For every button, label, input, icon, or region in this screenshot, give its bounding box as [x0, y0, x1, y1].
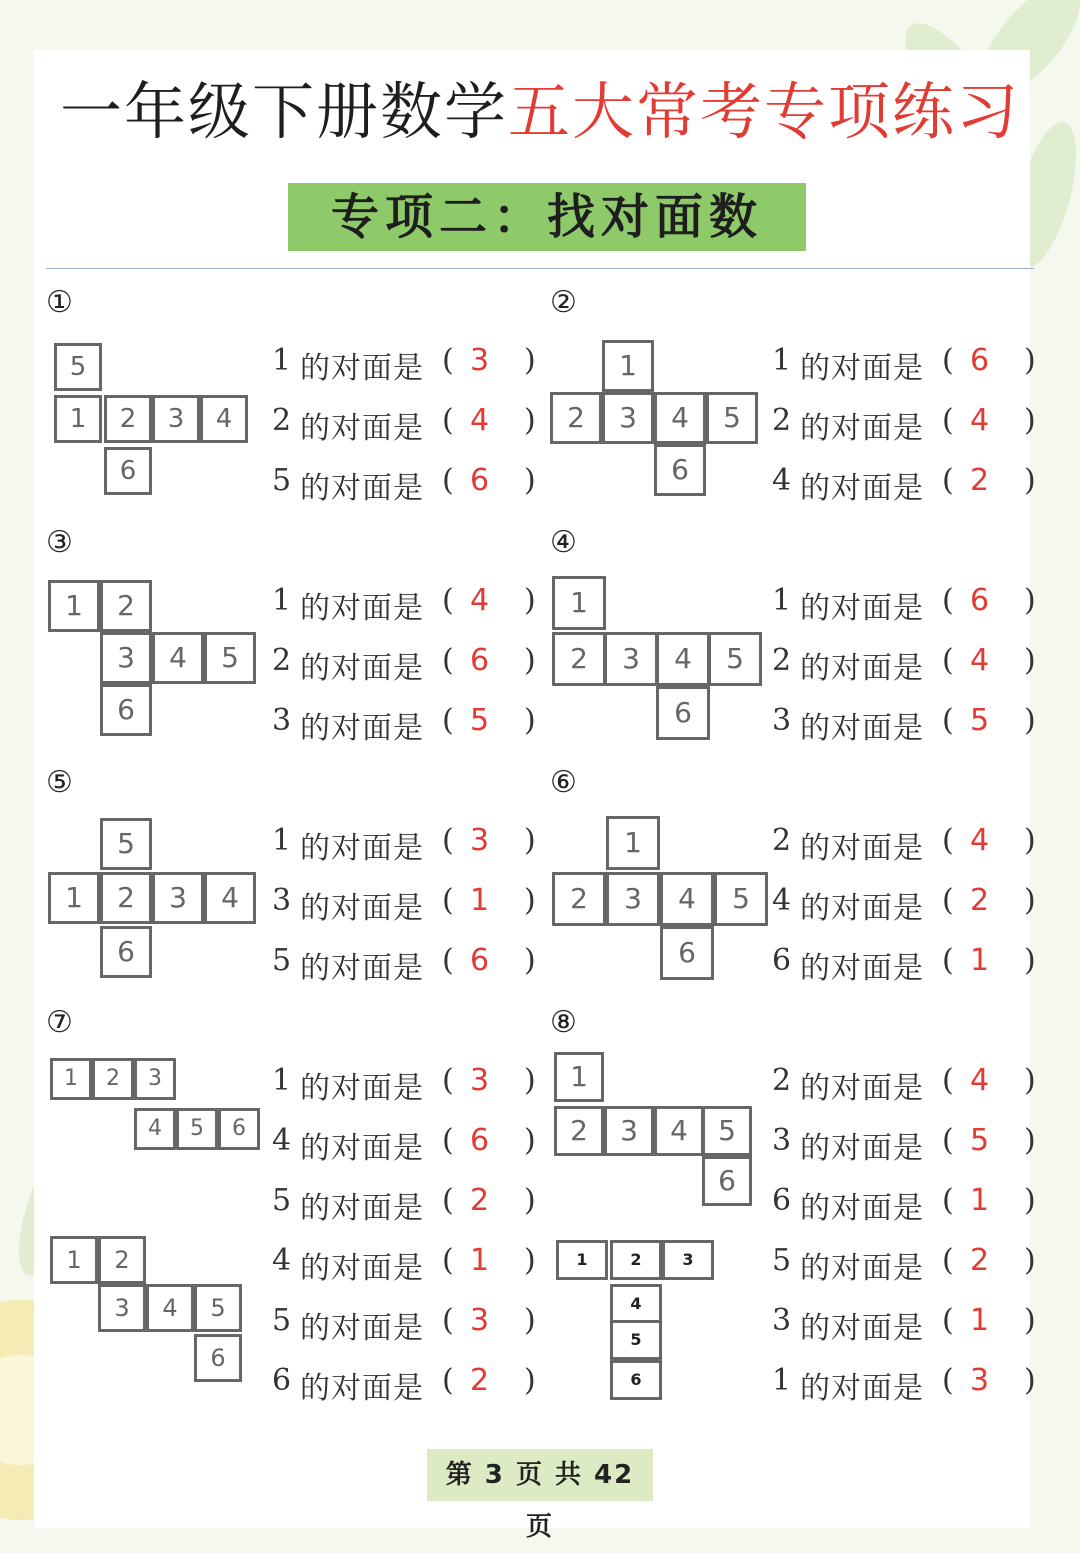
answer-value: 4 [970, 643, 990, 678]
page-title [0, 62, 1080, 151]
answer-label: 的对面是 [300, 471, 424, 506]
net-face-cell: 2 [100, 580, 152, 632]
answer-face-number: 2 [772, 823, 792, 858]
answer-value: 1 [970, 1303, 990, 1338]
net-face-cell: 3 [152, 872, 204, 924]
net-face-cell: 4 [134, 1108, 176, 1150]
answer-value: 6 [970, 343, 990, 378]
net-face-cell: 3 [604, 632, 658, 686]
answer-label: 的对面是 [300, 1131, 424, 1166]
paren-open: ( [442, 583, 454, 618]
answer-label: 的对面是 [800, 1251, 924, 1286]
net-face-cell: 4 [654, 392, 706, 444]
answer-value: 3 [470, 823, 490, 858]
answer-face-number: 2 [772, 643, 792, 678]
answer-label: 的对面是 [800, 831, 924, 866]
answer-value: 1 [470, 883, 490, 918]
net-face-cell: 2 [104, 395, 152, 443]
net-face-cell: 5 [714, 872, 768, 926]
net-face-cell: 5 [194, 1284, 242, 1332]
net-face-cell: 4 [660, 872, 714, 926]
answer-label: 的对面是 [800, 591, 924, 626]
paren-open: ( [942, 823, 954, 858]
paren-close: ) [1024, 1183, 1036, 1218]
net-face-cell: 3 [662, 1240, 714, 1280]
problem-number: ⑦ [46, 1005, 73, 1040]
answer-value: 2 [970, 1243, 990, 1278]
net-face-cell: 1 [602, 340, 654, 392]
paren-open: ( [942, 1303, 954, 1338]
paren-open: ( [942, 883, 954, 918]
answer-face-number: 5 [272, 463, 292, 498]
answer-label: 的对面是 [300, 1371, 424, 1406]
answer-face-number: 4 [272, 1123, 292, 1158]
answer-label: 的对面是 [800, 891, 924, 926]
paren-open: ( [942, 1363, 954, 1398]
answer-face-number: 2 [272, 643, 292, 678]
net-face-cell: 5 [176, 1108, 218, 1150]
answer-value: 6 [470, 1123, 490, 1158]
paren-open: ( [942, 583, 954, 618]
paren-close: ) [524, 1243, 536, 1278]
answer-label: 的对面是 [800, 1311, 924, 1346]
paren-open: ( [942, 703, 954, 738]
paren-open: ( [442, 1303, 454, 1338]
net-face-cell: 6 [100, 684, 152, 736]
answer-value: 1 [970, 943, 990, 978]
answer-label: 的对面是 [300, 1251, 424, 1286]
paren-close: ) [1024, 1243, 1036, 1278]
paren-close: ) [524, 583, 536, 618]
problem-number: ④ [550, 525, 577, 560]
paren-open: ( [442, 403, 454, 438]
answer-label: 的对面是 [800, 711, 924, 746]
paren-close: ) [1024, 1123, 1036, 1158]
answer-face-number: 6 [272, 1363, 292, 1398]
paren-open: ( [942, 1183, 954, 1218]
problem-number: ① [46, 285, 73, 320]
answer-value: 2 [970, 463, 990, 498]
problem-number: ② [550, 285, 577, 320]
net-face-cell: 5 [100, 818, 152, 870]
paren-close: ) [1024, 1063, 1036, 1098]
net-face-cell: 4 [654, 1106, 704, 1156]
answer-value: 6 [470, 463, 490, 498]
answer-label: 的对面是 [300, 1311, 424, 1346]
net-face-cell: 2 [92, 1058, 134, 1100]
answer-label: 的对面是 [300, 411, 424, 446]
answer-value: 2 [470, 1183, 490, 1218]
answer-label: 的对面是 [300, 711, 424, 746]
answer-face-number: 3 [272, 703, 292, 738]
answer-label: 的对面是 [300, 891, 424, 926]
paren-close: ) [524, 703, 536, 738]
paren-close: ) [1024, 823, 1036, 858]
answer-face-number: 2 [272, 403, 292, 438]
net-face-cell: 3 [134, 1058, 176, 1100]
paren-close: ) [1024, 403, 1036, 438]
answer-label: 的对面是 [800, 951, 924, 986]
paren-open: ( [442, 823, 454, 858]
answer-label: 的对面是 [300, 1071, 424, 1106]
paren-open: ( [942, 463, 954, 498]
answer-label: 的对面是 [800, 351, 924, 386]
net-face-cell: 3 [98, 1284, 146, 1332]
answer-face-number: 2 [772, 1063, 792, 1098]
net-face-cell: 1 [50, 1058, 92, 1100]
answer-value: 4 [970, 403, 990, 438]
answer-value: 1 [470, 1243, 490, 1278]
net-face-cell: 4 [146, 1284, 194, 1332]
answer-value: 3 [970, 1363, 990, 1398]
paren-open: ( [942, 1063, 954, 1098]
net-face-cell: 3 [606, 872, 660, 926]
paren-close: ) [524, 343, 536, 378]
net-face-cell: 5 [708, 632, 762, 686]
paren-open: ( [942, 1243, 954, 1278]
paren-close: ) [524, 823, 536, 858]
paren-open: ( [442, 943, 454, 978]
net-face-cell: 4 [152, 632, 204, 684]
paren-open: ( [442, 1123, 454, 1158]
net-face-cell: 5 [702, 1106, 752, 1156]
answer-face-number: 1 [272, 343, 292, 378]
answer-value: 5 [970, 1123, 990, 1158]
net-face-cell: 4 [200, 395, 248, 443]
title-red: 五大常考专项练习 [508, 75, 1021, 148]
answer-value: 3 [470, 1303, 490, 1338]
net-face-cell: 6 [104, 447, 152, 495]
paren-close: ) [1024, 343, 1036, 378]
paren-close: ) [524, 1063, 536, 1098]
paren-close: ) [524, 403, 536, 438]
paren-open: ( [442, 1363, 454, 1398]
answer-face-number: 4 [272, 1243, 292, 1278]
answer-label: 的对面是 [800, 1191, 924, 1226]
answer-label: 的对面是 [300, 1191, 424, 1226]
paren-open: ( [442, 643, 454, 678]
page-footer: 第 3 页 共 42 页 [427, 1449, 653, 1501]
net-face-cell: 1 [54, 395, 102, 443]
paren-close: ) [1024, 703, 1036, 738]
paren-open: ( [942, 943, 954, 978]
net-face-cell: 5 [706, 392, 758, 444]
answer-face-number: 2 [772, 403, 792, 438]
answer-label: 的对面是 [800, 1131, 924, 1166]
net-face-cell: 6 [100, 926, 152, 978]
divider [46, 268, 1034, 269]
answer-face-number: 6 [772, 943, 792, 978]
paren-close: ) [524, 943, 536, 978]
paren-close: ) [524, 1363, 536, 1398]
answer-face-number: 5 [272, 1303, 292, 1338]
net-face-cell: 2 [552, 632, 606, 686]
paren-open: ( [442, 1183, 454, 1218]
paren-open: ( [942, 1123, 954, 1158]
answer-face-number: 5 [272, 1183, 292, 1218]
net-face-cell: 6 [660, 926, 714, 980]
net-face-cell: 3 [602, 392, 654, 444]
net-face-cell: 1 [48, 872, 100, 924]
paren-open: ( [442, 703, 454, 738]
net-face-cell: 2 [550, 392, 602, 444]
paren-close: ) [524, 883, 536, 918]
net-face-cell: 2 [98, 1236, 146, 1284]
answer-value: 6 [970, 583, 990, 618]
answer-value: 4 [470, 403, 490, 438]
net-face-cell: 5 [54, 343, 102, 391]
answer-face-number: 1 [272, 823, 292, 858]
paren-open: ( [442, 1063, 454, 1098]
net-face-cell: 1 [554, 1052, 604, 1102]
answer-label: 的对面是 [800, 1371, 924, 1406]
answer-value: 1 [970, 1183, 990, 1218]
net-face-cell: 2 [554, 1106, 604, 1156]
net-face-cell: 4 [610, 1284, 662, 1324]
answer-label: 的对面是 [300, 351, 424, 386]
answer-value: 3 [470, 343, 490, 378]
section-title: 专项二：找对面数 [288, 183, 806, 251]
net-face-cell: 1 [556, 1240, 608, 1280]
answer-face-number: 1 [272, 1063, 292, 1098]
net-face-cell: 2 [100, 872, 152, 924]
answer-face-number: 3 [772, 703, 792, 738]
paren-open: ( [442, 463, 454, 498]
net-face-cell: 1 [48, 580, 100, 632]
answer-label: 的对面是 [300, 651, 424, 686]
paren-close: ) [524, 1183, 536, 1218]
answer-label: 的对面是 [800, 471, 924, 506]
net-face-cell: 5 [204, 632, 256, 684]
answer-face-number: 5 [272, 943, 292, 978]
answer-face-number: 4 [772, 463, 792, 498]
answer-label: 的对面是 [800, 1071, 924, 1106]
title-black: 一年级下册数学 [59, 75, 508, 148]
paren-open: ( [442, 1243, 454, 1278]
net-face-cell: 4 [656, 632, 710, 686]
net-face-cell: 4 [204, 872, 256, 924]
answer-face-number: 3 [772, 1303, 792, 1338]
paren-open: ( [942, 643, 954, 678]
paren-close: ) [1024, 943, 1036, 978]
net-face-cell: 6 [218, 1108, 260, 1150]
answer-face-number: 3 [772, 1123, 792, 1158]
answer-value: 4 [970, 823, 990, 858]
net-face-cell: 2 [610, 1240, 662, 1280]
answer-label: 的对面是 [800, 651, 924, 686]
net-face-cell: 6 [656, 686, 710, 740]
answer-label: 的对面是 [800, 411, 924, 446]
answer-value: 2 [970, 883, 990, 918]
net-face-cell: 6 [654, 444, 706, 496]
paren-close: ) [524, 1123, 536, 1158]
net-face-cell: 1 [50, 1236, 98, 1284]
net-face-cell: 3 [100, 632, 152, 684]
net-face-cell: 3 [152, 395, 200, 443]
answer-face-number: 1 [772, 583, 792, 618]
answer-face-number: 3 [272, 883, 292, 918]
net-face-cell: 5 [610, 1320, 662, 1360]
answer-value: 6 [470, 943, 490, 978]
problem-number: ⑤ [46, 765, 73, 800]
answer-label: 的对面是 [300, 591, 424, 626]
paren-close: ) [1024, 1363, 1036, 1398]
answer-face-number: 4 [772, 883, 792, 918]
paren-close: ) [1024, 643, 1036, 678]
paren-close: ) [1024, 883, 1036, 918]
net-face-cell: 1 [606, 816, 660, 870]
net-face-cell: 6 [702, 1156, 752, 1206]
net-face-cell: 1 [552, 576, 606, 630]
paren-open: ( [942, 403, 954, 438]
problem-number: ⑥ [550, 765, 577, 800]
paren-open: ( [442, 883, 454, 918]
paren-close: ) [1024, 463, 1036, 498]
answer-value: 5 [970, 703, 990, 738]
answer-value: 6 [470, 643, 490, 678]
answer-value: 3 [470, 1063, 490, 1098]
paren-open: ( [442, 343, 454, 378]
problem-number: ⑧ [550, 1005, 577, 1040]
answer-face-number: 1 [772, 1363, 792, 1398]
paren-close: ) [524, 463, 536, 498]
paren-close: ) [524, 1303, 536, 1338]
answer-value: 4 [470, 583, 490, 618]
answer-face-number: 6 [772, 1183, 792, 1218]
answer-face-number: 1 [272, 583, 292, 618]
problem-number: ③ [46, 525, 73, 560]
answer-label: 的对面是 [300, 951, 424, 986]
answer-value: 2 [470, 1363, 490, 1398]
paren-open: ( [942, 343, 954, 378]
answer-value: 5 [470, 703, 490, 738]
answer-label: 的对面是 [300, 831, 424, 866]
answer-value: 4 [970, 1063, 990, 1098]
paren-close: ) [1024, 1303, 1036, 1338]
answer-face-number: 1 [772, 343, 792, 378]
net-face-cell: 6 [194, 1334, 242, 1382]
net-face-cell: 3 [604, 1106, 654, 1156]
paren-close: ) [524, 643, 536, 678]
answer-face-number: 5 [772, 1243, 792, 1278]
paren-close: ) [1024, 583, 1036, 618]
net-face-cell: 2 [552, 872, 606, 926]
net-face-cell: 6 [610, 1360, 662, 1400]
